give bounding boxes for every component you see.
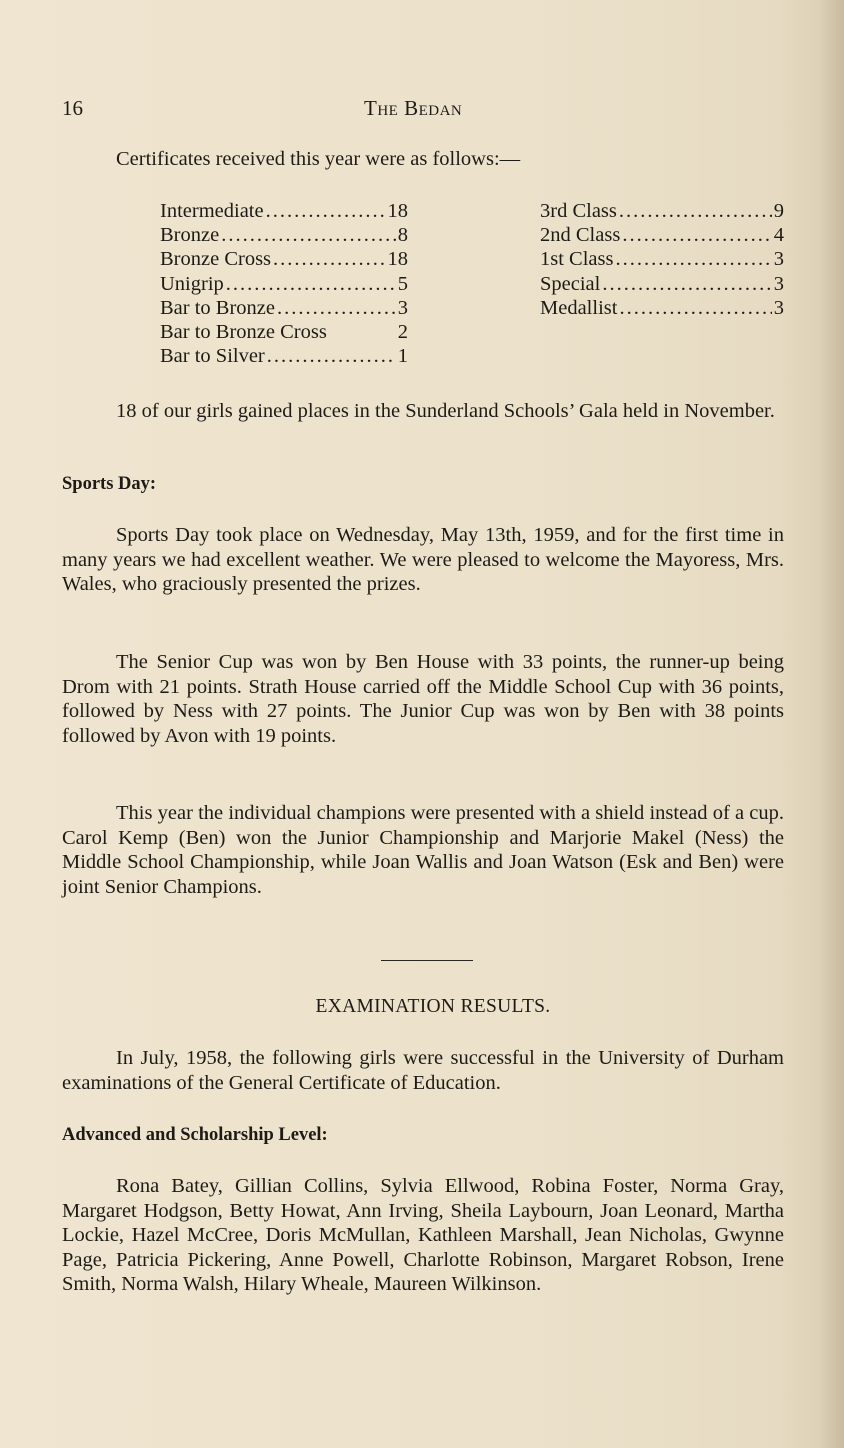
leader-dots <box>267 344 396 368</box>
certificate-label: Special <box>540 272 601 295</box>
certificate-label: Medallist <box>540 296 618 319</box>
certificate-row <box>160 344 408 368</box>
certificates-right-column <box>540 199 784 320</box>
certificate-count: 3 <box>773 248 784 271</box>
certificates-left-column <box>160 199 408 368</box>
leader-dots <box>615 247 771 271</box>
certificate-label: Bar to Silver <box>160 345 265 368</box>
sports-paragraph: This year the individual champions were presented with a shield instead of a cup. Carol Kemp (Ben) won the Junior Championship and Marjorie Makel (Ness) the Middle School Championship, while Joan Wallis and Joan Watson (Esk and Ben) were joint Senior Champions. <box>62 802 784 898</box>
sports-paragraph: Sports Day took place on Wednesday, May 13th, 1959, and for the first time in many years we had excellent weather. We were pleased to welcome the Mayoress, Mrs. Wales, who graciously presented the prizes. <box>62 524 784 595</box>
certificate-label: 1st Class <box>540 248 614 271</box>
page-header <box>62 96 782 126</box>
certificate-label: Intermediate <box>160 200 264 222</box>
leader-dots <box>277 296 396 320</box>
certificate-label: 2nd Class <box>540 224 621 247</box>
certificates-intro: Certificates received this year were as follows:— <box>116 148 521 170</box>
exam-intro-paragraph: In July, 1958, the following girls were successful in the University of Durham examinations of the General Certificate of Education. <box>62 1047 784 1094</box>
certificate-row <box>160 223 408 247</box>
page-edge-shadow <box>818 0 844 1448</box>
certificate-row <box>540 272 784 296</box>
leader-dots <box>619 199 772 223</box>
certificate-row <box>160 320 408 344</box>
page-number: 16 <box>62 96 83 120</box>
section-divider <box>381 960 473 961</box>
leader-dots <box>619 296 771 320</box>
certificate-label: Bar to Bronze Cross <box>160 321 327 344</box>
certificate-count: 1 <box>397 345 408 368</box>
certificate-count: 2 <box>397 321 408 344</box>
certificate-count: 3 <box>397 296 408 319</box>
sports-day-heading: Sports Day: <box>62 474 157 494</box>
certificate-count: 5 <box>397 272 408 295</box>
gala-paragraph: 18 of our girls gained places in the Sunderland Schools’ Gala held in November. <box>116 400 775 422</box>
certificate-label: Unigrip <box>160 272 224 295</box>
certificate-label: 3rd Class <box>540 200 617 222</box>
certificate-row <box>160 247 408 271</box>
certificate-row <box>540 223 784 247</box>
certificate-row <box>540 199 784 223</box>
certificate-label: Bar to Bronze <box>160 296 275 319</box>
certificate-count: 18 <box>387 248 408 271</box>
certificate-row <box>160 296 408 320</box>
certificate-row <box>160 272 408 296</box>
advanced-names-paragraph: Rona Batey, Gillian Collins, Sylvia Ellwood, Robina Foster, Norma Gray, Margaret Hodgson, Betty Howat, Ann Irving, Sheila Laybourn, Joan Leonard, Martha Lockie, Hazel McCree, Doris McMullan, Kathleen Marshall, Jean Nicholas, Gwynne Page, Patricia Pickering, Anne Powell, Charlotte Robinson, Margaret Robson, Irene Smith, Norma Walsh, Hilary Wheale, Maureen Wilkinson. <box>62 1175 784 1295</box>
advanced-level-heading: Advanced and Scholarship Level: <box>62 1125 328 1145</box>
certificate-label: Bronze Cross <box>160 248 272 271</box>
leader-dots <box>266 199 386 223</box>
certificate-count: 8 <box>397 224 408 247</box>
exam-results-heading <box>0 996 844 1018</box>
leader-dots <box>221 223 396 247</box>
leader-dots <box>622 223 771 247</box>
sports-paragraph: The Senior Cup was won by Ben House with 33 points, the runner-up being Drom with 21 points. Strath House carried off the Middle School Cup with 36 points, followed by Ness with 27 points. The Junior Cup was won by Ben with 38 points followed by Avon with 19 points. <box>62 651 784 747</box>
exam-results-heading-text: EXAMINATION RESULTS. <box>315 996 551 1017</box>
running-title: The Bedan <box>364 96 463 120</box>
certificate-count: 9 <box>773 200 784 222</box>
certificate-label: Bronze <box>160 224 220 247</box>
certificate-count: 18 <box>387 200 408 222</box>
certificate-row <box>540 296 784 320</box>
certificate-count: 3 <box>773 272 784 295</box>
certificate-row <box>160 199 408 223</box>
leader-dots <box>273 247 385 271</box>
leader-dots <box>602 272 771 296</box>
certificate-count: 4 <box>773 224 784 247</box>
leader-dots <box>226 272 396 296</box>
certificate-row <box>540 247 784 271</box>
certificate-count: 3 <box>773 296 784 319</box>
